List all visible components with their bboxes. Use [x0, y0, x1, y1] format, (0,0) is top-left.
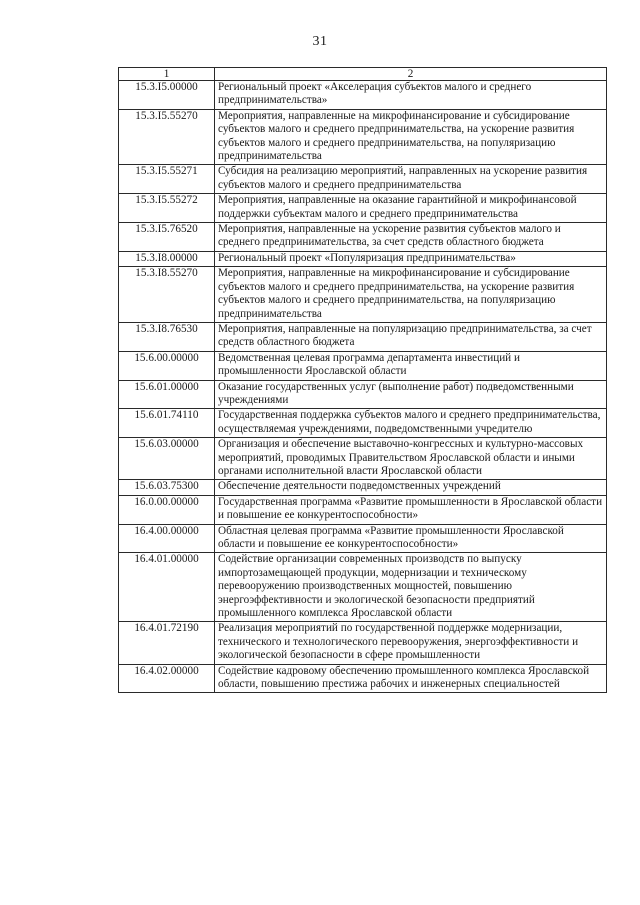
table-row — [119, 495, 607, 524]
row-name: Содействие кадровому обеспечению промышленного комплекса Ярославской области, повышению престижа рабочих и инженерных специальностей — [215, 664, 607, 693]
row-code: 15.3.I5.55271 — [119, 165, 215, 194]
row-code: 15.3.I5.55270 — [119, 109, 215, 165]
table-row — [119, 553, 607, 622]
row-name: Оказание государственных услуг (выполнение работ) подведомственными учреждениями — [215, 380, 607, 409]
table-row — [119, 81, 607, 110]
row-name: Мероприятия, направленные на микрофинансирование и субсидирование субъектов малого и среднего предпринимательства, на ускорение развития субъектов малого и среднего предпринимательства, на популяризацию предпринимательства — [215, 109, 607, 165]
budget-classification-table — [118, 67, 607, 693]
table-row — [119, 524, 607, 553]
table-row — [119, 194, 607, 223]
row-name: Государственная поддержка субъектов малого и среднего предпринимательства, осуществляемая учреждениями, подведомственными учредителю — [215, 409, 607, 438]
row-code: 15.3.I8.00000 — [119, 251, 215, 266]
row-name: Мероприятия, направленные на оказание гарантийной и микрофинансовой поддержки субъектам малого и среднего предпринимательства — [215, 194, 607, 223]
row-code: 15.6.03.00000 — [119, 438, 215, 480]
row-code: 16.4.01.00000 — [119, 553, 215, 622]
row-name: Субсидия на реализацию мероприятий, направленных на ускорение развития субъектов малого и среднего предпринимательства — [215, 165, 607, 194]
row-name: Мероприятия, направленные на ускорение развития субъектов малого и среднего предпринимательства, за счет средств областного бюджета — [215, 223, 607, 252]
table-row — [119, 622, 607, 664]
table-row — [119, 438, 607, 480]
row-code: 16.0.00.00000 — [119, 495, 215, 524]
row-code: 15.3.I5.55272 — [119, 194, 215, 223]
row-name: Ведомственная целевая программа департамента инвестиций и промышленности Ярославской области — [215, 351, 607, 380]
row-code: 15.3.I5.76520 — [119, 223, 215, 252]
row-code: 15.6.03.75300 — [119, 480, 215, 495]
table-row — [119, 251, 607, 266]
row-code: 15.6.01.74110 — [119, 409, 215, 438]
row-code: 15.3.I8.55270 — [119, 267, 215, 323]
table-row — [119, 267, 607, 323]
row-code: 15.6.00.00000 — [119, 351, 215, 380]
row-name: Мероприятия, направленные на микрофинансирование и субсидирование субъектов малого и среднего предпринимательства, на ускорение развития субъектов малого и среднего предпринимательства, на популяризацию предпринимательства — [215, 267, 607, 323]
row-name: Региональный проект «Акселерация субъектов малого и среднего предпринимательства» — [215, 81, 607, 110]
row-code: 16.4.01.72190 — [119, 622, 215, 664]
table-row — [119, 380, 607, 409]
table-row — [119, 223, 607, 252]
row-code: 15.6.01.00000 — [119, 380, 215, 409]
row-name: Организация и обеспечение выставочно-конгрессных и культурно-массовых мероприятий, проводимых Правительством Ярославской области и иными органами исполнительной власти Ярославской области — [215, 438, 607, 480]
table-row — [119, 109, 607, 165]
column-header-name: 2 — [215, 68, 607, 81]
table-row — [119, 322, 607, 351]
row-name: Мероприятия, направленные на популяризацию предпринимательства, за счет средств областного бюджета — [215, 322, 607, 351]
row-code: 16.4.00.00000 — [119, 524, 215, 553]
row-name: Реализация мероприятий по государственной поддержке модернизации, технического и технологического перевооружения, энергоэффективности и экологической безопасности в сфере промышленности — [215, 622, 607, 664]
table-header-row — [119, 68, 607, 81]
row-name: Областная целевая программа «Развитие промышленности Ярославской области и повышение ее конкурентоспособности» — [215, 524, 607, 553]
table-row — [119, 165, 607, 194]
table-row — [119, 409, 607, 438]
table-row — [119, 351, 607, 380]
row-code: 16.4.02.00000 — [119, 664, 215, 693]
row-name: Содействие организации современных производств по выпуску импортозамещающей продукции, модернизации и техническому перевооружению производственных мощностей, повышению энергоэффективности и экологической безопасности предприятий промышленного комплекса Ярославской области — [215, 553, 607, 622]
row-name: Государственная программа «Развитие промышленности в Ярославской области и повышение ее конкурентоспособности» — [215, 495, 607, 524]
row-name: Региональный проект «Популяризация предпринимательства» — [215, 251, 607, 266]
row-code: 15.3.I8.76530 — [119, 322, 215, 351]
row-name: Обеспечение деятельности подведомственных учреждений — [215, 480, 607, 495]
page-number: 31 — [312, 34, 328, 49]
table-row — [119, 664, 607, 693]
row-code: 15.3.I5.00000 — [119, 81, 215, 110]
table-row — [119, 480, 607, 495]
column-header-code: 1 — [119, 68, 215, 81]
